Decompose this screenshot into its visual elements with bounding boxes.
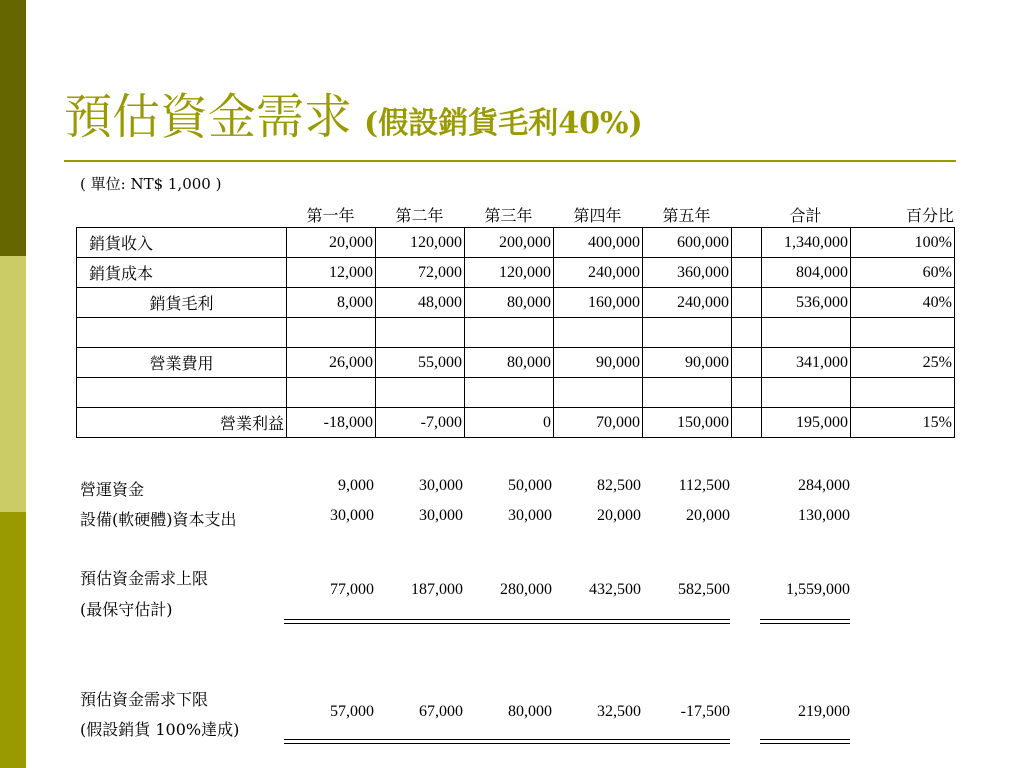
- year-value-cell: 160,000: [554, 288, 643, 318]
- working-capital-total-value: 284,000: [798, 477, 850, 494]
- year-value-cell: 8,000: [287, 288, 376, 318]
- header-total: 合計: [789, 206, 822, 225]
- header-year-1: 第一年: [306, 206, 355, 225]
- percent-cell: 15%: [851, 408, 955, 438]
- lower-double-rule: [284, 739, 730, 744]
- spacer-cell: [732, 378, 762, 408]
- header-year-4: 第四年: [573, 206, 622, 225]
- upper-year-value: 582,500: [678, 581, 730, 598]
- year-value-cell: 90,000: [554, 348, 643, 378]
- title-rule: [64, 160, 956, 162]
- table-row: [77, 378, 955, 408]
- upper-year-value: 280,000: [500, 581, 552, 598]
- sidebar-stripe-bottom: [0, 512, 26, 768]
- year-value-cell: 0: [465, 408, 554, 438]
- year-value-cell: 90,000: [643, 348, 732, 378]
- total-cell: 804,000: [762, 258, 851, 288]
- header-year-2: 第二年: [395, 206, 444, 225]
- working-capital-label: 營運資金: [80, 480, 145, 499]
- sidebar-stripe-middle: [0, 256, 26, 512]
- row-label: 銷貨毛利: [77, 288, 287, 318]
- row-label: 銷貨收入: [77, 228, 287, 258]
- working-capital-year-value: 30,000: [419, 477, 463, 494]
- upper-label-2: (最保守估計): [80, 600, 173, 619]
- total-cell: 195,000: [762, 408, 851, 438]
- working-capital-year-value: 82,500: [597, 477, 641, 494]
- total-cell: 1,340,000: [762, 228, 851, 258]
- upper-double-rule: [284, 619, 730, 624]
- capex-year-value: 30,000: [419, 507, 463, 524]
- capex-label: 設備(軟硬體)資本支出: [80, 510, 237, 529]
- year-value-cell: 48,000: [376, 288, 465, 318]
- year-value-cell: 360,000: [643, 258, 732, 288]
- table-row: [77, 258, 955, 288]
- year-value-cell: 72,000: [376, 258, 465, 288]
- percent-cell: 25%: [851, 348, 955, 378]
- upper-year-value: 187,000: [411, 581, 463, 598]
- spacer-cell: [732, 408, 762, 438]
- year-value-cell: -18,000: [287, 408, 376, 438]
- row-label: [77, 318, 287, 348]
- upper-year-value: 432,500: [589, 581, 641, 598]
- upper-total-double-rule: [760, 619, 850, 624]
- year-value-cell: 240,000: [554, 258, 643, 288]
- upper-total-value: 1,559,000: [786, 581, 850, 598]
- working-capital-year-value: 50,000: [508, 477, 552, 494]
- year-value-cell: 120,000: [465, 258, 554, 288]
- slide-title-main: 預估資金需求: [64, 89, 353, 145]
- capex-year-value: 30,000: [330, 507, 374, 524]
- capex-year-value: 20,000: [686, 507, 730, 524]
- header-year-5: 第五年: [662, 206, 711, 225]
- year-value-cell: 120,000: [376, 228, 465, 258]
- table-row: [77, 348, 955, 378]
- year-value-cell: [465, 378, 554, 408]
- percent-cell: 100%: [851, 228, 955, 258]
- lower-year-value: 80,000: [508, 703, 552, 720]
- header-percent: 百分比: [905, 206, 954, 225]
- unit-label: ( 單位: NT$ 1,000 ): [80, 175, 222, 193]
- year-value-cell: 70,000: [554, 408, 643, 438]
- total-cell: [762, 318, 851, 348]
- lower-year-value: 67,000: [419, 703, 463, 720]
- lower-year-value: 32,500: [597, 703, 641, 720]
- table-row: [77, 318, 955, 348]
- lower-label-1: 預估資金需求下限: [80, 690, 209, 709]
- year-value-cell: 12,000: [287, 258, 376, 288]
- header-year-3: 第三年: [484, 206, 533, 225]
- lower-label-2: (假設銷貨 100%達成): [80, 720, 240, 739]
- percent-cell: 40%: [851, 288, 955, 318]
- year-value-cell: 150,000: [643, 408, 732, 438]
- lower-total-value: 219,000: [798, 703, 850, 720]
- working-capital-year-value: 112,500: [678, 477, 730, 494]
- table-row: [77, 288, 955, 318]
- year-value-cell: [287, 378, 376, 408]
- year-value-cell: [465, 318, 554, 348]
- year-value-cell: [643, 318, 732, 348]
- upper-year-value: 77,000: [330, 581, 374, 598]
- year-value-cell: 26,000: [287, 348, 376, 378]
- spacer-cell: [732, 348, 762, 378]
- year-value-cell: 400,000: [554, 228, 643, 258]
- spacer-cell: [732, 258, 762, 288]
- row-label: 銷貨成本: [77, 258, 287, 288]
- total-cell: 341,000: [762, 348, 851, 378]
- year-value-cell: [643, 378, 732, 408]
- year-value-cell: 80,000: [465, 348, 554, 378]
- year-value-cell: [554, 318, 643, 348]
- lower-year-value: 57,000: [330, 703, 374, 720]
- year-value-cell: [376, 378, 465, 408]
- capex-year-value: 30,000: [508, 507, 552, 524]
- table-row: [77, 408, 955, 438]
- total-cell: 536,000: [762, 288, 851, 318]
- working-capital-year-value: 9,000: [338, 477, 374, 494]
- spacer-cell: [732, 318, 762, 348]
- row-label: [77, 378, 287, 408]
- year-value-cell: 600,000: [643, 228, 732, 258]
- year-value-cell: [287, 318, 376, 348]
- year-value-cell: [554, 378, 643, 408]
- year-value-cell: 80,000: [465, 288, 554, 318]
- year-value-cell: -7,000: [376, 408, 465, 438]
- row-label: 營業利益: [77, 408, 287, 438]
- slide-title-sub: (假設銷貨毛利40%): [364, 106, 643, 141]
- year-value-cell: 55,000: [376, 348, 465, 378]
- capex-year-value: 20,000: [597, 507, 641, 524]
- capex-total-value: 130,000: [798, 507, 850, 524]
- lower-total-double-rule: [760, 739, 850, 744]
- percent-cell: [851, 378, 955, 408]
- year-value-cell: 200,000: [465, 228, 554, 258]
- lower-year-value: -17,500: [680, 703, 730, 720]
- table-row: [77, 228, 955, 258]
- year-value-cell: 240,000: [643, 288, 732, 318]
- year-value-cell: [376, 318, 465, 348]
- slide-title: [64, 78, 643, 147]
- percent-cell: 60%: [851, 258, 955, 288]
- percent-cell: [851, 318, 955, 348]
- year-value-cell: 20,000: [287, 228, 376, 258]
- spacer-cell: [732, 288, 762, 318]
- total-cell: [762, 378, 851, 408]
- sidebar-stripe-top: [0, 0, 26, 256]
- spacer-cell: [732, 228, 762, 258]
- upper-label-1: 預估資金需求上限: [80, 569, 209, 588]
- income-table: [76, 227, 955, 438]
- row-label: 營業費用: [77, 348, 287, 378]
